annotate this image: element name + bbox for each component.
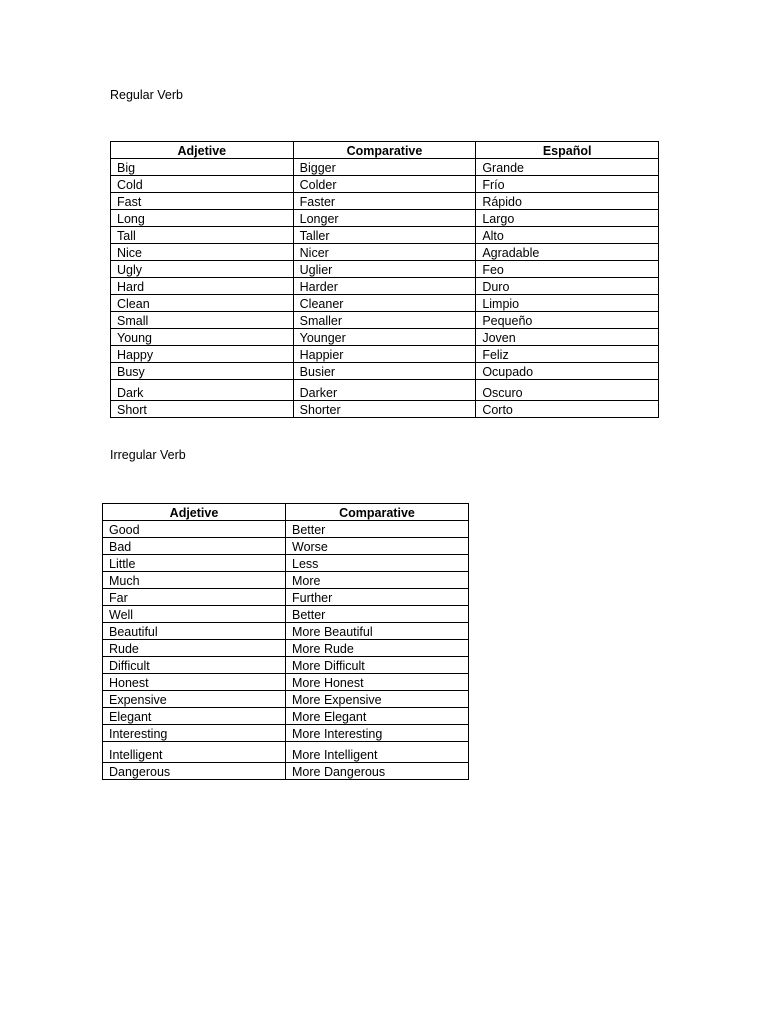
comparative-cell: Bigger bbox=[293, 159, 476, 176]
adjective-cell: Busy bbox=[111, 363, 294, 380]
spanish-cell: Limpio bbox=[476, 295, 659, 312]
comparative-cell: Harder bbox=[293, 278, 476, 295]
adjective-cell: Clean bbox=[111, 295, 294, 312]
adjective-cell: Intelligent bbox=[103, 742, 286, 763]
comparative-cell: Better bbox=[286, 521, 469, 538]
table-row bbox=[111, 193, 659, 210]
adjective-cell: Young bbox=[111, 329, 294, 346]
adjective-cell: Elegant bbox=[103, 708, 286, 725]
column-header-adjective: Adjetive bbox=[103, 504, 286, 521]
table-row bbox=[111, 295, 659, 312]
table-row bbox=[111, 261, 659, 278]
table-row bbox=[103, 623, 469, 640]
adjective-cell: Beautiful bbox=[103, 623, 286, 640]
table-row bbox=[111, 278, 659, 295]
spanish-cell: Largo bbox=[476, 210, 659, 227]
spanish-cell: Agradable bbox=[476, 244, 659, 261]
table-row bbox=[103, 725, 469, 742]
adjective-cell: Small bbox=[111, 312, 294, 329]
table-row bbox=[103, 606, 469, 623]
spanish-cell: Feo bbox=[476, 261, 659, 278]
comparative-cell: More Interesting bbox=[286, 725, 469, 742]
adjective-cell: Well bbox=[103, 606, 286, 623]
column-header-comparative: Comparative bbox=[286, 504, 469, 521]
adjective-cell: Little bbox=[103, 555, 286, 572]
spanish-cell: Oscuro bbox=[476, 380, 659, 401]
adjective-cell: Big bbox=[111, 159, 294, 176]
table-row bbox=[103, 555, 469, 572]
comparative-cell: Colder bbox=[293, 176, 476, 193]
table-row bbox=[111, 159, 659, 176]
table-row bbox=[111, 176, 659, 193]
spanish-cell: Pequeño bbox=[476, 312, 659, 329]
adjective-cell: Much bbox=[103, 572, 286, 589]
comparative-cell: More Dangerous bbox=[286, 763, 469, 780]
adjective-cell: Short bbox=[111, 401, 294, 418]
table-row bbox=[103, 657, 469, 674]
adjective-cell: Nice bbox=[111, 244, 294, 261]
comparative-cell: Happier bbox=[293, 346, 476, 363]
table-row bbox=[111, 363, 659, 380]
adjective-cell: Cold bbox=[111, 176, 294, 193]
comparative-cell: Better bbox=[286, 606, 469, 623]
adjective-cell: Long bbox=[111, 210, 294, 227]
spanish-cell: Frío bbox=[476, 176, 659, 193]
table-row bbox=[103, 538, 469, 555]
comparative-cell: Cleaner bbox=[293, 295, 476, 312]
comparative-cell: More Elegant bbox=[286, 708, 469, 725]
column-header-adjective: Adjetive bbox=[111, 142, 294, 159]
table-row bbox=[111, 244, 659, 261]
spanish-cell: Corto bbox=[476, 401, 659, 418]
comparative-cell: More Beautiful bbox=[286, 623, 469, 640]
table-row bbox=[103, 521, 469, 538]
spanish-cell: Alto bbox=[476, 227, 659, 244]
table-row bbox=[103, 640, 469, 657]
table-row bbox=[111, 401, 659, 418]
adjective-cell: Ugly bbox=[111, 261, 294, 278]
table-header-row bbox=[103, 504, 469, 521]
adjective-cell: Bad bbox=[103, 538, 286, 555]
comparative-cell: Worse bbox=[286, 538, 469, 555]
comparative-cell: Shorter bbox=[293, 401, 476, 418]
adjective-cell: Fast bbox=[111, 193, 294, 210]
table-row bbox=[111, 346, 659, 363]
comparative-cell: More Intelligent bbox=[286, 742, 469, 763]
comparative-cell: Further bbox=[286, 589, 469, 606]
irregular-verb-table bbox=[102, 503, 469, 780]
adjective-cell: Good bbox=[103, 521, 286, 538]
comparative-cell: Darker bbox=[293, 380, 476, 401]
column-header-spanish: Español bbox=[476, 142, 659, 159]
comparative-cell: Taller bbox=[293, 227, 476, 244]
table-row bbox=[111, 227, 659, 244]
adjective-cell: Dark bbox=[111, 380, 294, 401]
regular-verb-table bbox=[110, 141, 659, 418]
comparative-cell: More Rude bbox=[286, 640, 469, 657]
spanish-cell: Feliz bbox=[476, 346, 659, 363]
adjective-cell: Expensive bbox=[103, 691, 286, 708]
adjective-cell: Interesting bbox=[103, 725, 286, 742]
table-row bbox=[103, 589, 469, 606]
comparative-cell: Younger bbox=[293, 329, 476, 346]
spanish-cell: Grande bbox=[476, 159, 659, 176]
table-row bbox=[103, 763, 469, 780]
adjective-cell: Difficult bbox=[103, 657, 286, 674]
adjective-cell: Tall bbox=[111, 227, 294, 244]
comparative-cell: More Difficult bbox=[286, 657, 469, 674]
table-header-row bbox=[111, 142, 659, 159]
adjective-cell: Happy bbox=[111, 346, 294, 363]
table-row bbox=[103, 691, 469, 708]
table-row bbox=[103, 674, 469, 691]
spanish-cell: Ocupado bbox=[476, 363, 659, 380]
comparative-cell: More Honest bbox=[286, 674, 469, 691]
table-row bbox=[103, 708, 469, 725]
table-row bbox=[111, 380, 659, 401]
table-row bbox=[103, 572, 469, 589]
comparative-cell: Nicer bbox=[293, 244, 476, 261]
comparative-cell: Busier bbox=[293, 363, 476, 380]
table-row bbox=[111, 312, 659, 329]
spanish-cell: Joven bbox=[476, 329, 659, 346]
table-row bbox=[103, 742, 469, 763]
comparative-cell: Longer bbox=[293, 210, 476, 227]
adjective-cell: Dangerous bbox=[103, 763, 286, 780]
spanish-cell: Duro bbox=[476, 278, 659, 295]
table-row bbox=[111, 329, 659, 346]
comparative-cell: Faster bbox=[293, 193, 476, 210]
table-row bbox=[111, 210, 659, 227]
adjective-cell: Far bbox=[103, 589, 286, 606]
comparative-cell: Uglier bbox=[293, 261, 476, 278]
comparative-cell: More bbox=[286, 572, 469, 589]
adjective-cell: Rude bbox=[103, 640, 286, 657]
comparative-cell: More Expensive bbox=[286, 691, 469, 708]
adjective-cell: Honest bbox=[103, 674, 286, 691]
adjective-cell: Hard bbox=[111, 278, 294, 295]
spanish-cell: Rápido bbox=[476, 193, 659, 210]
regular-verb-heading: Regular Verb bbox=[110, 88, 183, 102]
comparative-cell: Smaller bbox=[293, 312, 476, 329]
column-header-comparative: Comparative bbox=[293, 142, 476, 159]
irregular-verb-heading: Irregular Verb bbox=[110, 448, 186, 462]
comparative-cell: Less bbox=[286, 555, 469, 572]
